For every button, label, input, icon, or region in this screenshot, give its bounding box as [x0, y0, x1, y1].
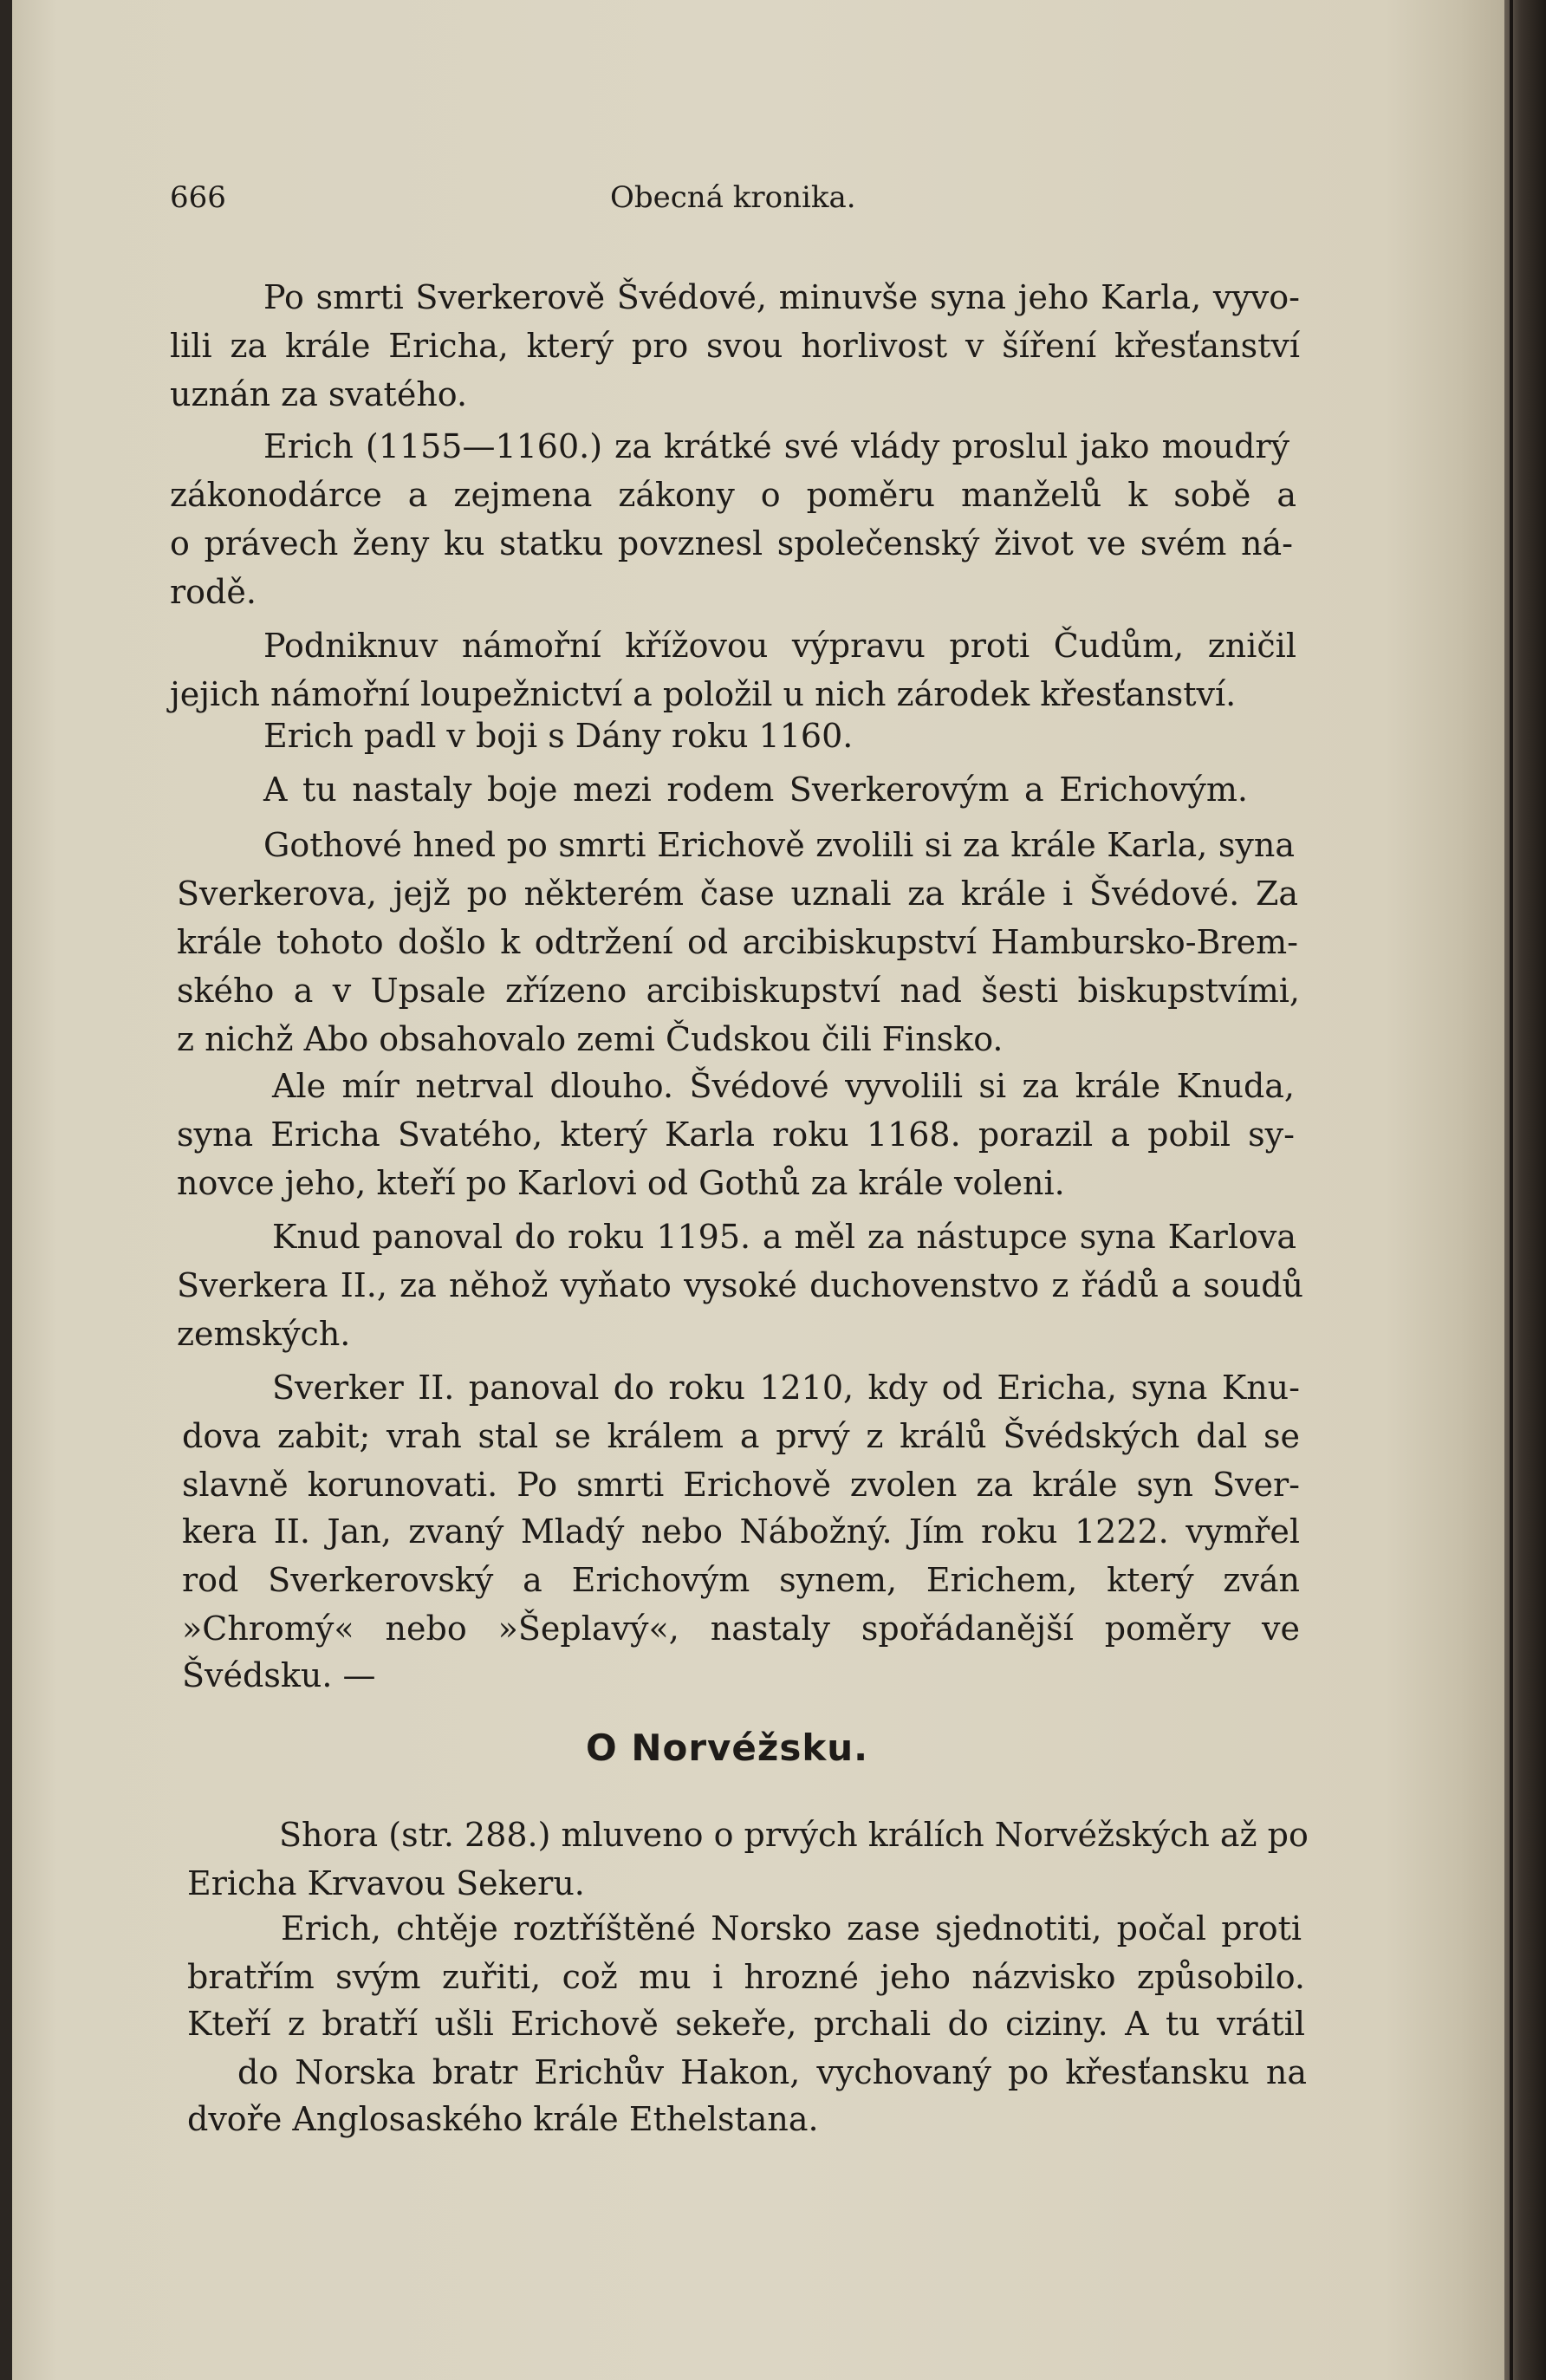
text-line: Ericha Krvavou Sekeru.: [187, 1864, 585, 1902]
text-line: A tu nastaly boje mezi rodem Sverkerovým a Erichovým.: [263, 771, 1248, 809]
text-line: Erich (1155—1160.) za krátké své vlády proslul jako moudrý: [263, 427, 1289, 465]
text-line: syna Ericha Svatého, který Karla roku 1168. porazil a pobil sy-: [177, 1115, 1295, 1154]
text-line: Gothové hned po smrti Erichově zvolili si za krále Karla, syna: [263, 826, 1295, 864]
text-line: Sverkerova, jejž po některém čase uznali za krále i Švédové. Za: [177, 875, 1298, 913]
text-line: Podniknuv námořní křížovou výpravu proti Čudům, zničil: [263, 627, 1296, 665]
text-line: dvoře Anglosaského krále Ethelstana.: [187, 2100, 819, 2138]
text-line: Po smrti Sverkerově Švédové, minuvše syna jeho Karla, vyvo-: [263, 278, 1300, 316]
text-line: uznán za svatého.: [170, 375, 468, 413]
running-title: Obecná kronika.: [610, 180, 856, 215]
text-line: Kteří z bratří ušli Erichově sekeře, prchali do ciziny. A tu vrátil: [187, 2005, 1305, 2043]
text-line: Švédsku. —: [182, 1656, 376, 1694]
page-number: 666: [170, 180, 226, 215]
text-line: rodě.: [170, 573, 257, 611]
text-line: Erich, chtěje roztříštěné Norsko zase sjednotiti, počal proti: [281, 1909, 1302, 1948]
text-line: jejich námořní loupežnictví a položil u nich zárodek křesťanství.: [170, 675, 1237, 713]
text-line: dova zabit; vrah stal se králem a prvý z králů Švédských dal se: [182, 1417, 1300, 1455]
text-line: o právech ženy ku statku povznesl společenský život ve svém ná-: [170, 524, 1293, 562]
text-line: zemských.: [177, 1315, 351, 1353]
text-line: zákonodárce a zejmena zákony o poměru manželů k sobě a: [170, 476, 1296, 514]
section-heading: O Norvéžsku.: [586, 1726, 869, 1769]
text-line: Knud panoval do roku 1195. a měl za nástupce syna Karlova: [272, 1218, 1296, 1256]
text-line: ského a v Upsale zřízeno arcibiskupství nad šesti biskupstvími,: [177, 972, 1300, 1010]
text-line: Erich padl v boji s Dány roku 1160.: [263, 717, 854, 755]
text-line: novce jeho, kteří po Karlovi od Gothů za krále voleni.: [177, 1164, 1065, 1202]
text-line: krále tohoto došlo k odtržení od arcibiskupství Hambursko-Brem-: [177, 923, 1298, 961]
text-line: do Norska bratr Erichův Hakon, vychovaný po křesťansku na: [237, 2053, 1307, 2091]
text-line: bratřím svým zuřiti, což mu i hrozné jeho názvisko způsobilo.: [187, 1958, 1305, 1996]
text-line: rod Sverkerovský a Erichovým synem, Erichem, který zván: [182, 1561, 1300, 1599]
text-line: »Chromý« nebo »Šeplavý«, nastaly spořádanější poměry ve: [182, 1609, 1300, 1648]
text-line: slavně korunovati. Po smrti Erichově zvolen za krále syn Sver-: [182, 1466, 1300, 1504]
text-line: Ale mír netrval dlouho. Švédové vyvolili si za krále Knuda,: [272, 1067, 1295, 1105]
text-line: z nichž Abo obsahovalo zemi Čudskou čili Finsko.: [177, 1020, 1004, 1058]
text-line: Shora (str. 288.) mluveno o prvých králích Norvéžských až po: [279, 1816, 1309, 1854]
text-line: kera II. Jan, zvaný Mladý nebo Nábožný. Jím roku 1222. vymřel: [182, 1512, 1300, 1551]
text-line: Sverkera II., za něhož vyňato vysoké duchovenstvo z řádů a soudů: [177, 1266, 1303, 1304]
text-line: Sverker II. panoval do roku 1210, kdy od Ericha, syna Knu-: [272, 1369, 1300, 1407]
book-edge-line: [1510, 0, 1513, 2380]
text-line: lili za krále Ericha, který pro svou horlivost v šíření křesťanství: [170, 327, 1300, 365]
